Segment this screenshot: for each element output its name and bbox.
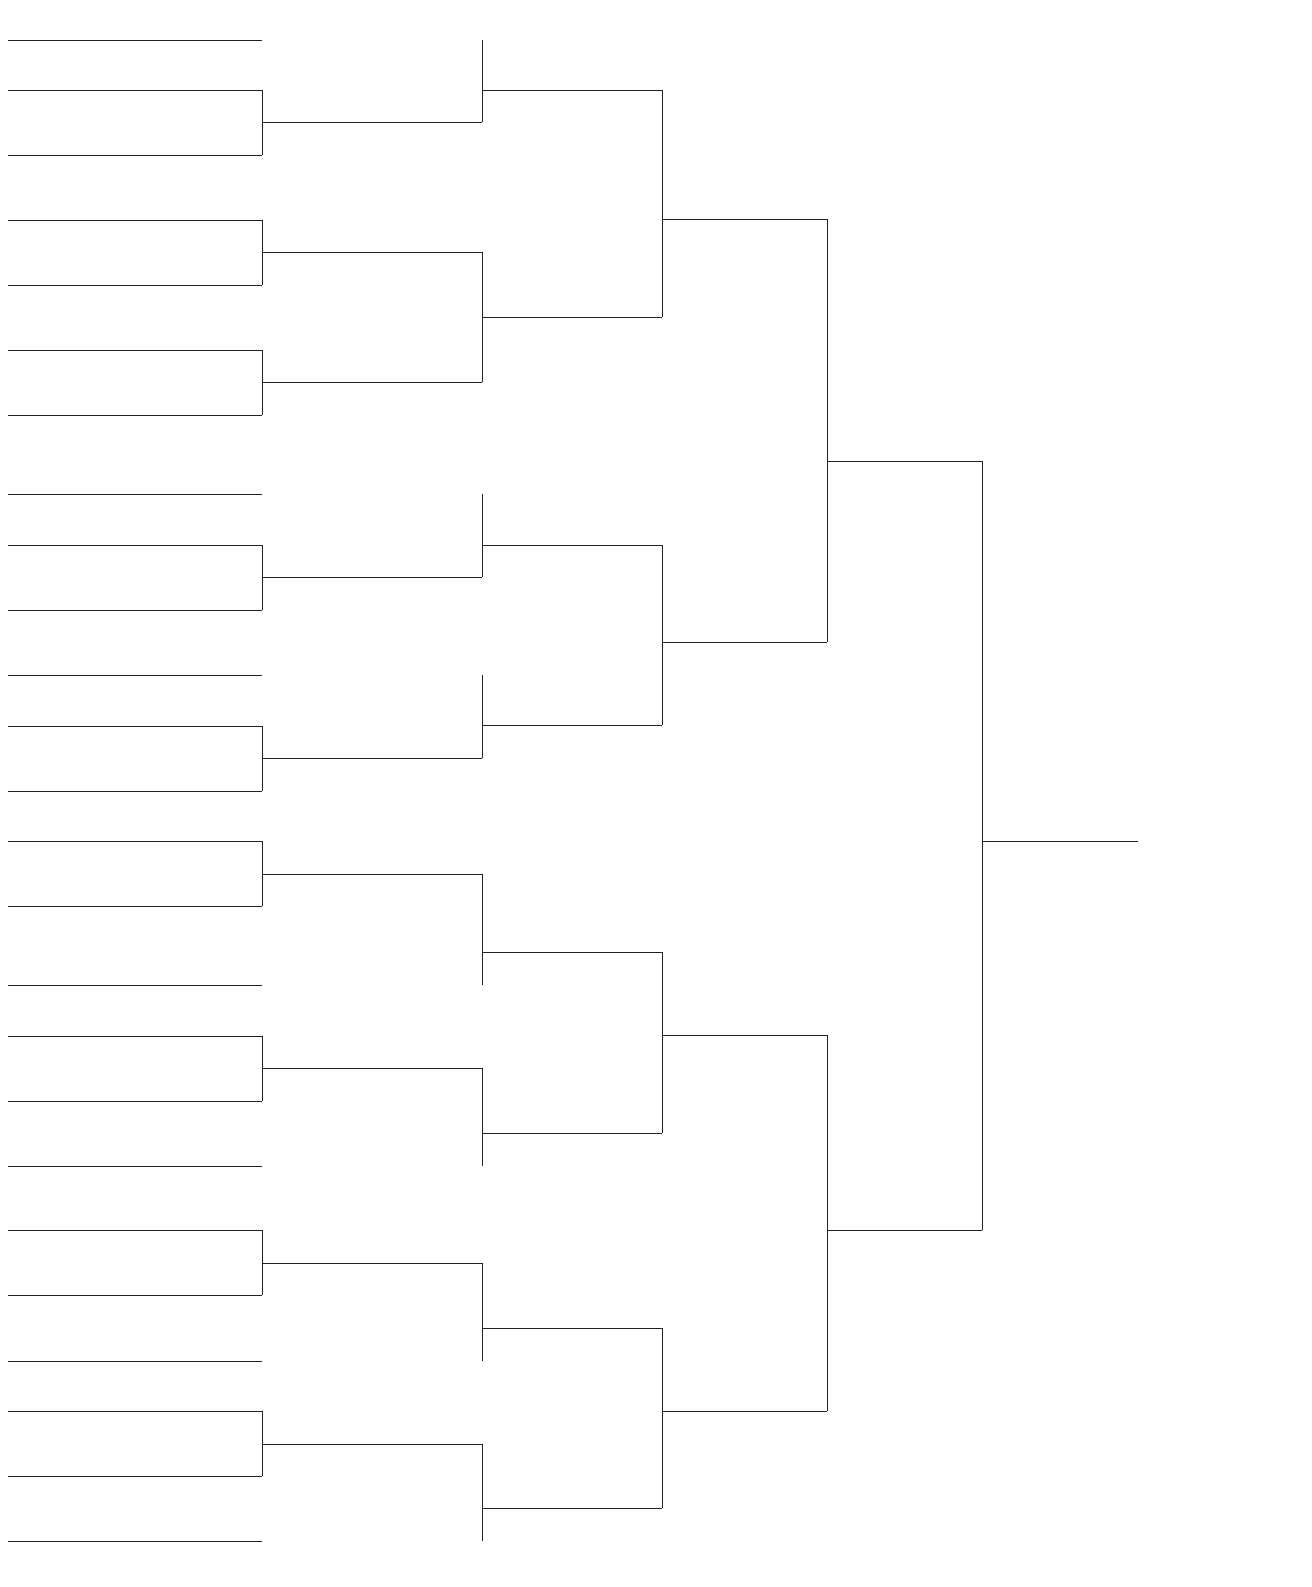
bracket-connector	[262, 1230, 263, 1295]
match-slot-r2-5	[263, 718, 482, 759]
match-slot-r2-4	[263, 537, 482, 578]
match-slot-r1-7	[8, 375, 262, 416]
bracket-connector	[482, 494, 483, 577]
match-slot-r1-24	[8, 1436, 262, 1477]
match-slot-r5-1	[828, 421, 982, 462]
bracket-connector	[482, 1444, 483, 1541]
match-slot-r1-3	[8, 115, 262, 156]
match-slot-r1-23	[8, 1371, 262, 1412]
match-slot-r1-8	[8, 454, 262, 495]
match-slot-r1-18	[8, 1061, 262, 1102]
match-slot-r1-5	[8, 245, 262, 286]
bracket-connector	[262, 726, 263, 791]
match-slot-r1-12	[8, 686, 262, 727]
bracket-connector	[482, 874, 483, 985]
match-slot-r1-9	[8, 505, 262, 546]
match-slot-r3-6	[483, 1093, 662, 1134]
match-slot-r1-14	[8, 801, 262, 842]
bracket-connector	[662, 1328, 663, 1508]
match-slot-r2-1	[263, 82, 482, 123]
match-slot-r3-3	[483, 505, 662, 546]
match-slot-r1-19	[8, 1126, 262, 1167]
match-slot-r2-2	[263, 212, 482, 253]
bracket-connector	[262, 841, 263, 906]
match-slot-r4-4	[663, 1371, 827, 1412]
match-slot-r5-2	[828, 1190, 982, 1231]
match-slot-r4-1	[663, 179, 827, 220]
match-slot-r2-3	[263, 342, 482, 383]
match-slot-r3-2	[483, 277, 662, 318]
bracket-connector	[982, 461, 983, 1230]
match-slot-r1-2	[8, 50, 262, 91]
match-slot-r3-4	[483, 685, 662, 726]
match-slot-r2-8	[263, 1223, 482, 1264]
match-slot-r2-9	[263, 1404, 482, 1445]
match-slot-r1-4	[8, 180, 262, 221]
bracket-connector	[262, 220, 263, 285]
match-slot-r1-17	[8, 996, 262, 1037]
match-slot-r2-7	[263, 1028, 482, 1069]
bracket-connector	[482, 40, 483, 122]
match-slot-r1-25	[8, 1501, 262, 1542]
match-slot-r1-10	[8, 570, 262, 611]
bracket-connector	[827, 1035, 828, 1411]
bracket-connector	[827, 219, 828, 642]
bracket-connector	[262, 1036, 263, 1101]
match-slot-r1-22	[8, 1321, 262, 1362]
match-slot-r1-15	[8, 866, 262, 907]
bracket-connector	[482, 1068, 483, 1166]
bracket-connector	[262, 350, 263, 415]
match-slot-r1-16	[8, 945, 262, 986]
bracket-connector	[662, 545, 663, 725]
match-slot-r3-5	[483, 912, 662, 953]
match-slot-r1-1	[8, 0, 262, 41]
bracket-connector	[262, 90, 263, 155]
match-slot-r1-13	[8, 751, 262, 792]
match-slot-r1-20	[8, 1190, 262, 1231]
match-slot-r3-1	[483, 50, 662, 91]
bracket-connector	[482, 1263, 483, 1361]
match-slot-r4-3	[663, 995, 827, 1036]
match-slot-r3-8	[483, 1468, 662, 1509]
bracket-connector	[662, 952, 663, 1133]
match-slot-r2-6	[263, 834, 482, 875]
bracket-connector	[482, 675, 483, 758]
bracket-connector	[662, 90, 663, 317]
bracket-connector	[262, 545, 263, 610]
match-slot-r1-6	[8, 310, 262, 351]
match-slot-r6-1	[983, 801, 1138, 842]
bracket-connector	[262, 1411, 263, 1476]
match-slot-r1-11	[8, 635, 262, 676]
match-slot-r3-7	[483, 1288, 662, 1329]
bracket-connector	[482, 252, 483, 382]
match-slot-r1-21	[8, 1255, 262, 1296]
match-slot-r4-2	[663, 602, 827, 643]
